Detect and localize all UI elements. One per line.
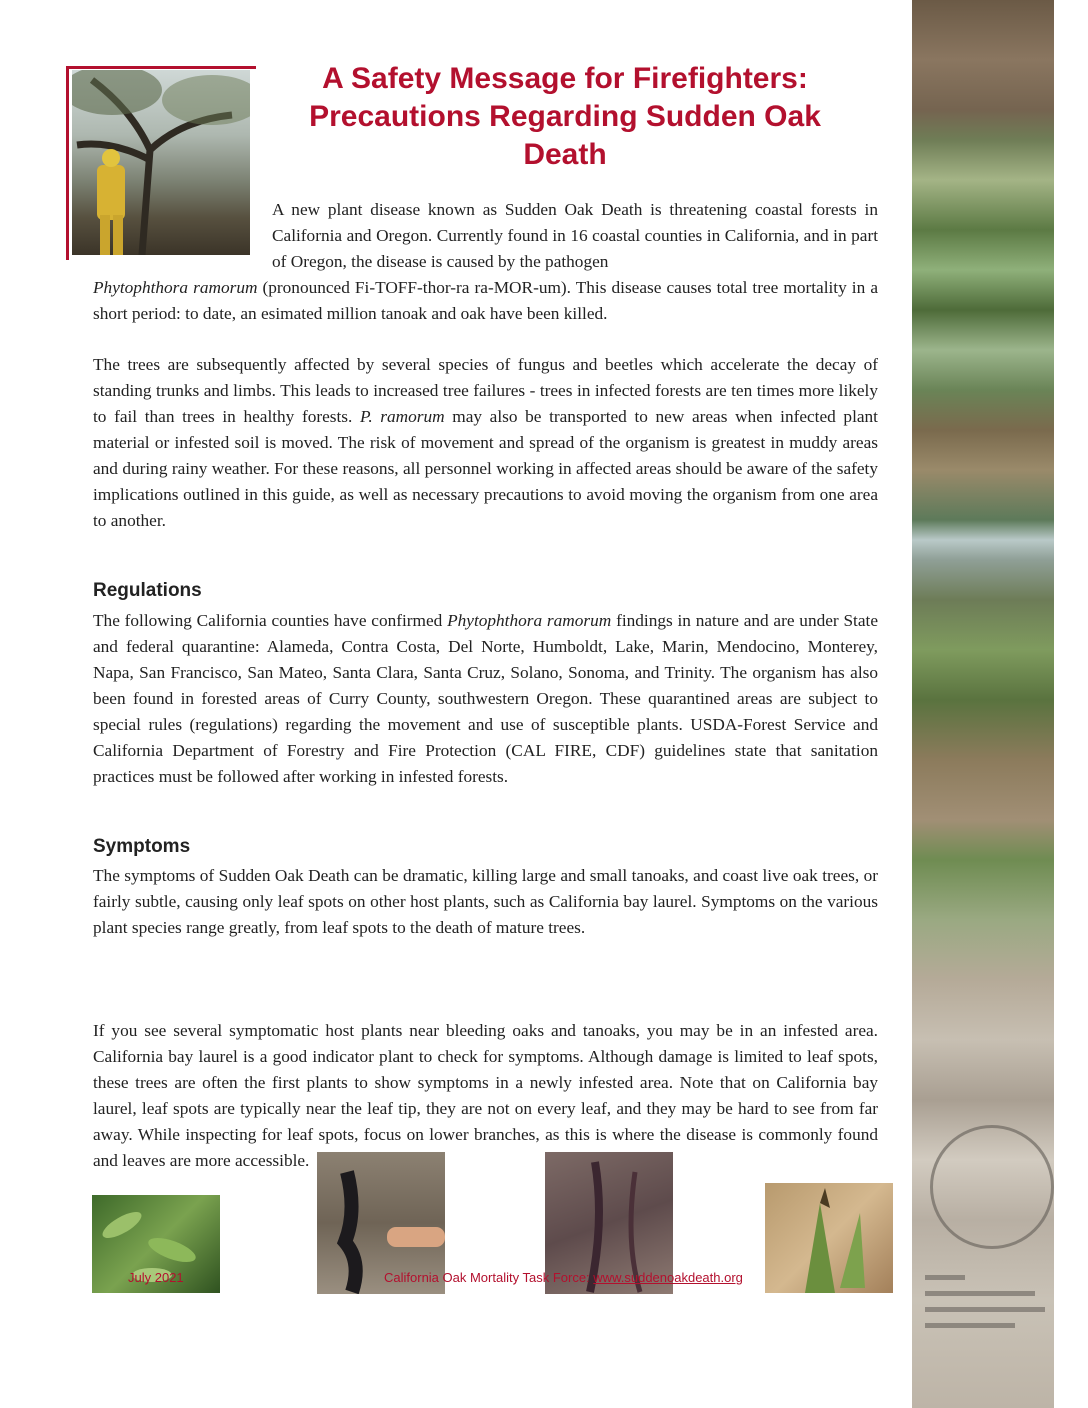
regulations-text-a: The following California counties have confirmed	[93, 611, 443, 630]
symptoms-paragraph-2: If you see several symptomatic host plants near bleeding oaks and tanoaks, you may be in an infested area. California bay laurel is a good indicator plant to check for symptoms. Although damage is limited to leaf spots, these trees are often the first plants to show symptoms in a newly infested area. Note that on California bay laurel, leaf spots are typically near the leaf tip, they are not on every leaf, and they may be hard to see from far away. While inspecting for leaf spots, focus on lower branches, as this is where the disease is commonly found and leaves are more accessible.	[93, 1021, 878, 1170]
pathogen-name: Phytophthora ramorum	[93, 278, 258, 297]
footer-org: California Oak Mortality Task Force:	[384, 1270, 590, 1285]
firefighter-photo	[72, 70, 250, 255]
footer-website-link[interactable]: www.suddenoakdeath.org	[593, 1270, 743, 1285]
intro-paragraph	[93, 275, 878, 327]
regulations-paragraph	[93, 608, 878, 790]
symptoms-paragraph-1: The symptoms of Sudden Oak Death can be dramatic, killing large and small tanoaks, and coast live oak trees, or fairly subtle, causing only leaf spots on other host plants, such as California bay laurel. Symptoms on the various plant species range greatly, from leaf spots to the death of mature trees.	[93, 866, 878, 937]
intro-line1: A new plant disease known as Sudden Oak Death is threatening coastal forests in California and Oregon. Currently found in 16 coastal counties in California, and in part of Oregon, the disease is caused by the pathogen	[272, 200, 878, 271]
regulations-heading: Regulations	[93, 580, 202, 601]
footer-credit	[384, 1270, 743, 1285]
regulations-text-b: findings in nature and are under State and federal quarantine: Alameda, Contra Costa, Del Norte, Humboldt, Lake, Marin, Mendocino, Monterey, Napa, San Francisco, San Mateo, Santa Clara, Santa Cruz, Solano, Sonoma, and Trinity. The organism has also been found in forested areas of Curry County, southwestern Oregon. These quarantined areas are subject to special rules (regulations) regarding the movement and use of susceptible plants. USDA-Forest Service and California Department of Forestry and Fire Protection (CAL FIRE, CDF) guidelines state that sanitation practices must be followed after working in infested forests.	[93, 611, 878, 786]
leaf-spot-photo	[765, 1183, 893, 1293]
intro-paragraph-lead	[272, 197, 878, 275]
footer-date: July 2021	[128, 1270, 184, 1285]
intro-rest: (pronounced Fi-TOFF-thor-ra ra-MOR-um). This disease causes total tree mortality in a short period: to date, an esimated million tanoak and oak have been killed.	[93, 278, 878, 323]
logo-text-lines	[925, 1275, 1045, 1339]
symptoms-heading: Symptoms	[93, 836, 191, 857]
paragraph-trees	[93, 352, 878, 534]
para2-text-a: The trees are subsequently affected by several species of fungus and beetles which accelerate the decay of standing trunks and limbs. This leads to increased tree failures - trees in infected forests are ten times more likely to fail than trees in healthy forests.	[93, 355, 878, 426]
para2-italic: P. ramorum	[360, 407, 445, 426]
para2-text-b: may also be transported to new areas when infected plant material or infested soil is moved. The risk of movement and spread of the organism is greatest in muddy areas and during rainy weather. For these reasons, all personnel working in affected areas should be aware of the safety implications outlined in this guide, as well as necessary precautions to avoid moving the organism from one area to another.	[93, 407, 878, 530]
logo-emblem	[930, 1125, 1054, 1249]
regulations-italic: Phytophthora ramorum	[447, 611, 612, 630]
page-title: A Safety Message for Firefighters: Precautions Regarding Sudden Oak Death	[309, 62, 821, 171]
